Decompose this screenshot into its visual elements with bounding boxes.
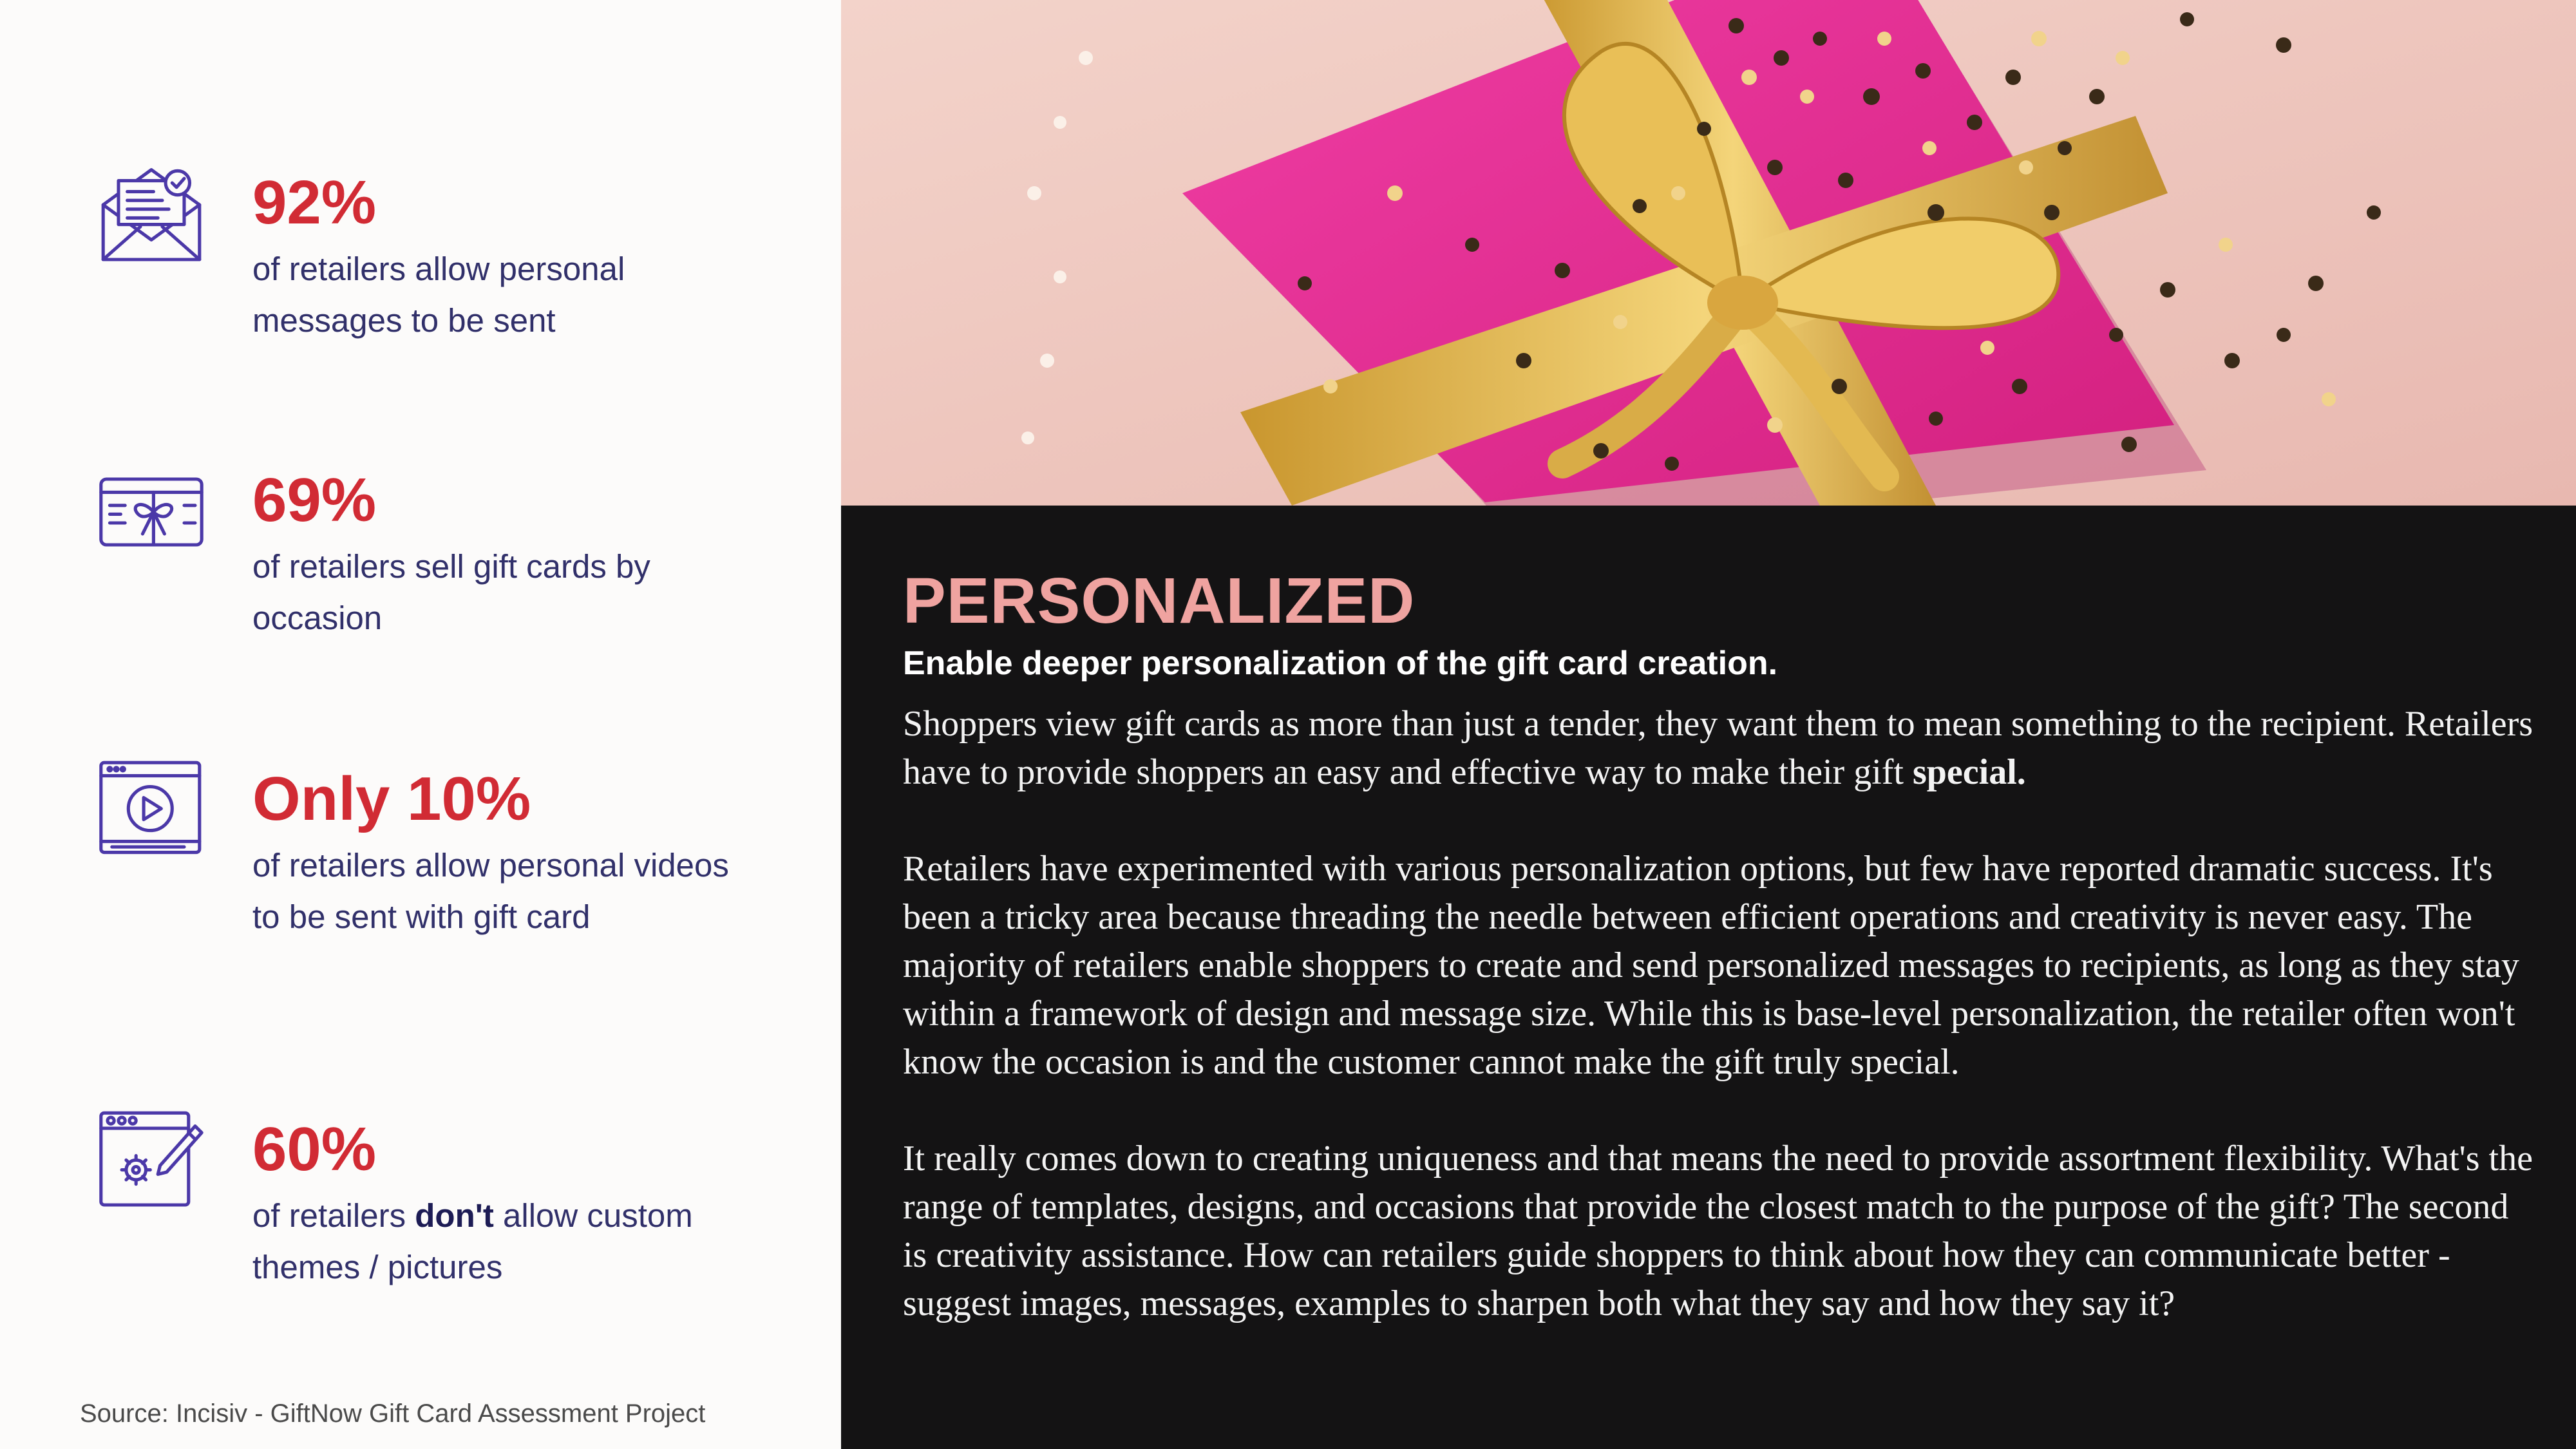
paragraph: It really comes down to creating uniqueness and that means the need to provide assortment flexibility. What's the range of templates, designs, and occasions that provide the closest match to the purpose of the gift? The second is creativity assistance. How can retailers guide shoppers to think about how they can communicate better - suggest images, messages, examples to sharpen both what they say and how they say it? bbox=[903, 1139, 2533, 1323]
stats-column bbox=[0, 0, 841, 1449]
stat-figure: Only 10% bbox=[252, 764, 531, 833]
stat-description-line: messages to be sent bbox=[252, 302, 556, 339]
paragraph bbox=[903, 700, 2539, 797]
envelope-letter-check-icon bbox=[97, 161, 206, 270]
paragraph-emphasis: special. bbox=[1912, 752, 2026, 792]
stat-description bbox=[252, 1190, 800, 1293]
personalized-panel bbox=[841, 506, 2576, 1449]
stat-description-line: to be sent with gift card bbox=[252, 898, 591, 935]
stat-description bbox=[252, 840, 800, 943]
stat-description bbox=[252, 243, 800, 346]
gift-box-photo bbox=[841, 0, 2576, 506]
stat-description bbox=[252, 541, 800, 644]
stat-description-line: of retailers sell gift cards by bbox=[252, 548, 650, 585]
stat-figure: 92% bbox=[252, 168, 377, 237]
stat-figure: 69% bbox=[252, 466, 377, 535]
paragraph-text: Shoppers view gift cards as more than just a tender, they want them to mean something to the recipient. Retailers have to provide shoppers an easy and effective way to make their gift bbox=[903, 704, 2533, 792]
gift-card-bow-icon bbox=[97, 457, 206, 567]
video-player-icon bbox=[97, 756, 206, 866]
panel-subheading: Enable deeper personalization of the gift card creation. bbox=[903, 645, 1778, 682]
stat-description-line: of retailers allow personal bbox=[252, 251, 625, 287]
source-note: Source: Incisiv - GiftNow Gift Card Assessment Project bbox=[80, 1399, 706, 1428]
browser-settings-pencil-icon bbox=[97, 1106, 206, 1216]
stat-figure: 60% bbox=[252, 1115, 377, 1184]
stat-description-text: of retailers bbox=[252, 1197, 415, 1234]
panel-body bbox=[903, 700, 2539, 1376]
stat-description-line: of retailers allow personal videos bbox=[252, 847, 729, 884]
stat-description-line: themes / pictures bbox=[252, 1249, 503, 1285]
panel-heading: PERSONALIZED bbox=[903, 565, 1416, 637]
stat-description-text: allow custom bbox=[493, 1197, 693, 1234]
paragraph: Retailers have experimented with various personalization options, but few have reported dramatic success. It's been a tricky area because threading the needle between efficient operations and creativity is never easy. The majority of retailers enable shoppers to create and send personalized messages to recipients, as long as they stay within a framework of design and message size. While this is base-level personalization, the retailer often won't know the occasion is and the customer cannot make the gift truly special. bbox=[903, 849, 2519, 1082]
stat-description-line: occasion bbox=[252, 600, 383, 636]
stat-description-emphasis: don't bbox=[415, 1197, 494, 1234]
